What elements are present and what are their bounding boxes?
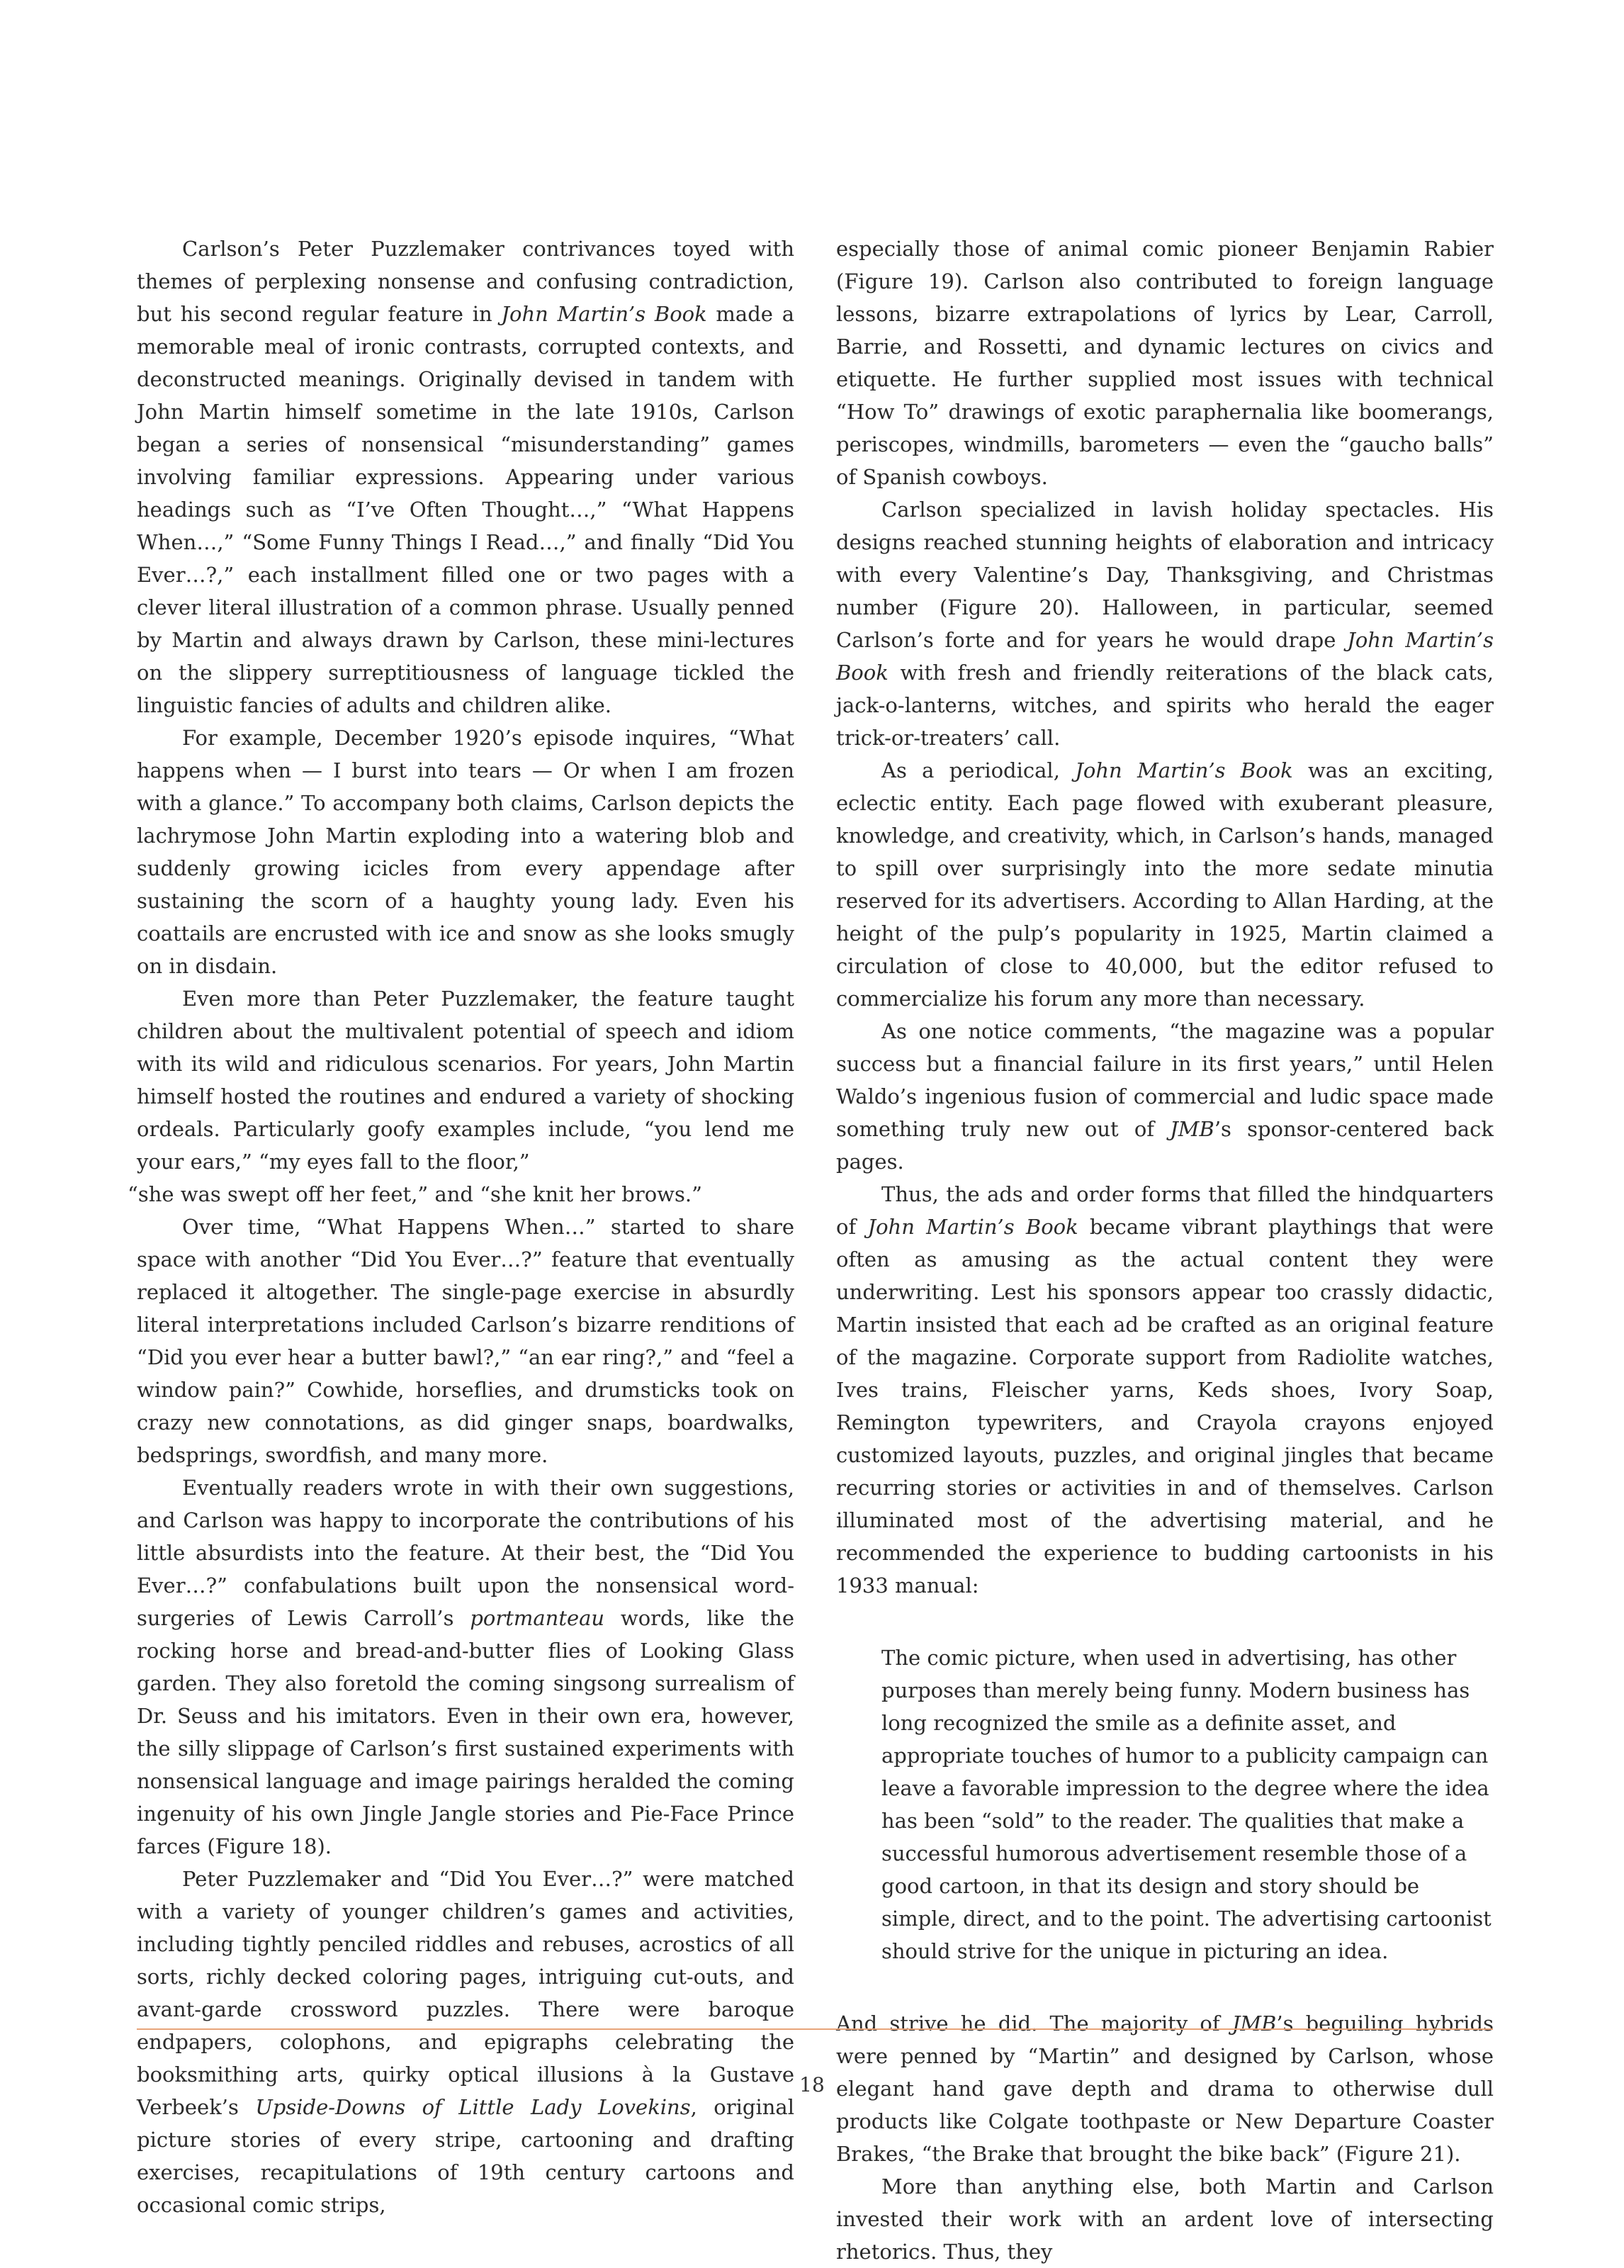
book-title: John Martin’s Book: [836, 628, 1494, 685]
book-title: John Martin’s Book: [867, 1215, 1078, 1239]
paragraph: Even more than Peter Puzzlemaker, the feature taught children about the multivalent potential of speech and idiom with its wild and ridiculous scenarios. For years, John Martin himself hosted the routines and endured a variety of shocking ordeals. Particularly goofy examples include, “you lend me your ears,” “my eyes fall to the floor,”: [137, 987, 794, 1174]
page-number: 18: [799, 2073, 825, 2096]
paragraph: Carlson specialized in lavish holiday spectacles. His designs reached stunning heights of elaboration and intricacy with every Valentine’s Day, Thanksgiving, and Christmas number (Figure 20). Halloween, in particular, seemed Carlson’s forte and for years he would drape John Martin’s Book with fresh and friendly reiterations of the black cats, jack-o-lanterns, witches, and spirits who herald the eager trick-or-treaters’ call.: [836, 498, 1494, 750]
footer-rule: [137, 2028, 1493, 2030]
italic-term: portmanteau: [470, 1606, 605, 1630]
paragraph-continuation: “she was swept off her feet,” and “she knit her brows.”: [128, 1182, 702, 1206]
right-text-column: [836, 232, 1494, 2268]
paragraph: Over time, “What Happens When…” started to share space with another “Did You Ever…?” feature that eventually replaced it altogether. The single-page exercise in absurdly literal interpretations included Carlson’s bizarre renditions of “Did you ever hear a butter bawl?,” “an ear ring?,” and “feel a window pain?” Cowhide, horseflies, and drumsticks took on crazy new connotations, as did ginger snaps, boardwalks, bedsprings, swordfish, and many more.: [137, 1215, 794, 1467]
paragraph: Eventually readers wrote in with their own suggestions, and Carlson was happy to incorporate the contributions of his little absurdists into the feature. At their best, the “Did You Ever…?” confabulations built upon the nonsensical word-surgeries of Lewis Carroll’s portmanteau words, like the rocking horse and bread-and-butter flies of Looking Glass garden. They also foretold the coming singsong surrealism of Dr. Seuss and his imitators. Even in their own era, however, the silly slippage of Carlson’s first sustained experiments with nonsensical language and image pairings heralded the coming ingenuity of his own Jingle Jangle stories and Pie-Face Prince farces (Figure 18).: [137, 1476, 794, 1858]
book-title: JMB: [1231, 2011, 1277, 2036]
book-title: John Martin’s Book: [501, 302, 707, 326]
paragraph: And strive he did. The majority of JMB’s beguiling hybrids were penned by “Martin” and designed by Carlson, whose elegant hand gave depth and drama to otherwise dull products like Colgate toothpaste or New Departure Coaster Brakes, “the Brake that brought the bike back” (Figure 21).: [836, 2011, 1494, 2166]
block-quote: The comic picture, when used in advertising, has other purposes than merely being funny. Modern business has long recognized the smile as a definite asset, and appropriate touches of humor to a publicity campaign can leave a favorable impression to the degree where the idea has been “sold” to the reader. The qualities that make a successful humorous advertisement resemble those of a good cartoon, in that its design and story should be simple, direct, and to the point. The advertising cartoonist should strive for the unique in picturing an idea.: [881, 1646, 1492, 1963]
paragraph: Carlson’s Peter Puzzlemaker contrivances toyed with themes of perplexing nonsense and confusing contradiction, but his second regular feature in John Martin’s Book made a memorable meal of ironic contrasts, corrupted contexts, and deconstructed meanings. Originally devised in tandem with John Martin himself sometime in the late 1910s, Carlson began a series of nonsensical “misunderstanding” games involving familiar expressions. Appearing under various headings such as “I’ve Often Thought…,” “What Happens When…,” “Some Funny Things I Read…,” and finally “Did You Ever…?,” each installment filled one or two pages with a clever literal illustration of a common phrase. Usually penned by Martin and always drawn by Carlson, these mini-lectures on the slippery surreptitiousness of language tickled the linguistic fancies of adults and children alike.: [137, 237, 794, 717]
book-title: JMB: [1170, 1117, 1214, 1141]
paragraph: More than anything else, both Martin and Carlson invested their work with an ardent love of intersecting rhetorics. Thus, they: [836, 2174, 1494, 2264]
paragraph: Thus, the ads and order forms that filled the hindquarters of John Martin’s Book became vibrant playthings that were often as amusing as the actual content they were underwriting. Lest his sponsors appear too crassly didactic, Martin insisted that each ad be crafted as an original feature of the magazine. Corporate support from Radiolite watches, Ives trains, Fleischer yarns, Keds shoes, Ivory Soap, Remington typewriters, and Crayola crayons enjoyed customized layouts, puzzles, and original jingles that became recurring stories or activities in and of themselves. Carlson illuminated most of the advertising material, and he recommended the experience to budding cartoonists in his 1933 manual:: [836, 1182, 1494, 1598]
book-title: Upside-Downs of Little Lady Lovekins: [255, 2095, 691, 2119]
paragraph: As a periodical, John Martin’s Book was an exciting, eclectic entity. Each page flowed with exuberant pleasure, knowledge, and creativity, which, in Carlson’s hands, managed to spill over surprisingly into the more sedate minutia reserved for its advertisers. According to Allan Harding, at the height of the pulp’s popularity in 1925, Martin claimed a circulation of close to 40,000, but the editor refused to commercialize his forum any more than necessary.: [836, 758, 1494, 1011]
paragraph: Peter Puzzlemaker and “Did You Ever…?” were matched with a variety of younger children’s games and activities, including tightly penciled riddles and rebuses, acrostics of all sorts, richly decked coloring pages, intriguing cut-outs, and avant-garde crossword puzzles. There were baroque endpapers, colophons, and epigraphs celebrating the booksmithing arts, quirky optical illusions à la Gustave Verbeek’s Upside-Downs of Little Lady Lovekins, original picture stories of every stripe, cartooning and drafting exercises, recapitulations of 19th century cartoons and occasional comic strips,: [137, 1867, 794, 2217]
paragraph: As one notice comments, “the magazine was a popular success but a financial failure in its first years,” until Helen Waldo’s ingenious fusion of commercial and ludic space made something truly new out of JMB’s sponsor-centered back pages.: [836, 1019, 1494, 1174]
paragraph: For example, December 1920’s episode inquires, “What happens when — I burst into tears — Or when I am frozen with a glance.” To accompany both claims, Carlson depicts the lachrymose John Martin exploding into a watering blob and suddenly growing icicles from every appendage after sustaining the scorn of a haughty young lady. Even his coattails are encrusted with ice and snow as she looks smugly on in disdain.: [137, 726, 794, 978]
paragraph-continuation: especially those of animal comic pioneer Benjamin Rabier (Figure 19). Carlson also contributed to foreign language lessons, bizarre extrapolations of lyrics by Lear, Carroll, Barrie, and Rossetti, and dynamic lectures on civics and etiquette. He further supplied most issues with technical “How To” drawings of exotic paraphernalia like boomerangs, periscopes, windmills, barometers — even the “gaucho balls” of Spanish cowboys.: [836, 237, 1494, 489]
left-text-column: [128, 232, 794, 2221]
book-title: John Martin’s Book: [1075, 758, 1293, 782]
